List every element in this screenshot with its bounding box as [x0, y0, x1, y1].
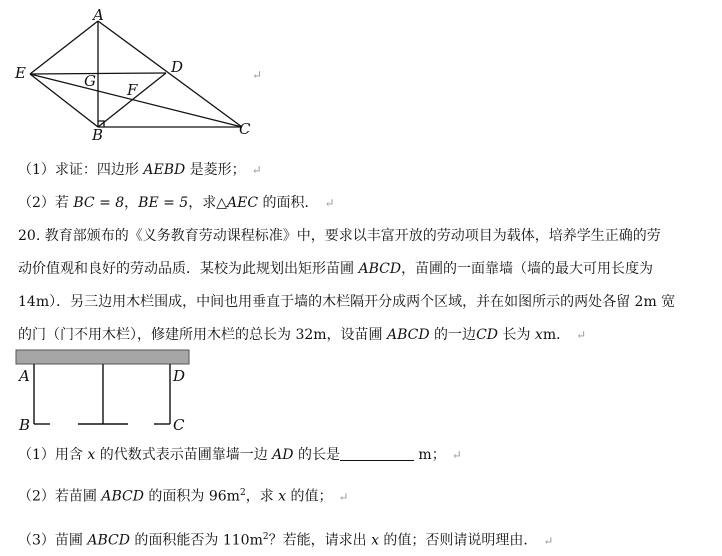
q19-part1: （1）求证：四边形 AEBD 是菱形； ↵: [18, 162, 262, 178]
answer-blank[interactable]: [340, 446, 414, 461]
q20-line4: 的门（门不用木栏），修建所用木栏的总长为 32m，设苗圃 ABCD 的一边CD 长为 xm． ↵: [18, 327, 587, 343]
q20-line2: 动价值观和良好的劳动品质．某校为此规划出矩形苗圃 ABCD，苗圃的一面靠墙（墙的最大可用长度为: [18, 261, 654, 277]
geometry-figure: [0, 0, 280, 150]
fence-label-b: B: [19, 416, 31, 434]
q19-part2: （2）若 BC = 8，BE = 5，求△AEC 的面积． ↵: [18, 195, 335, 211]
q20-line3: 14m）．另三边用木栏围成，中间也用垂直于墙的木栏隔开分成两个区域，并在如图所示的两处各留 2m 宽: [18, 294, 676, 310]
point-label-e: E: [15, 64, 26, 82]
q20-part2: （2）若苗圃 ABCD 的面积为 $96m^2$，求 x 的值； ↵: [18, 488, 349, 505]
fence-label-a: A: [19, 367, 30, 385]
return-mark: ↵: [252, 68, 263, 82]
q20-part1: （1）用含 x 的代数式表示苗圃靠墙一边 AD 的长是 m； ↵: [18, 447, 462, 463]
point-label-c: C: [239, 120, 251, 138]
point-label-f: F: [127, 81, 138, 99]
point-label-g: G: [84, 72, 96, 90]
fence-label-d: D: [173, 367, 186, 385]
point-label-d: D: [171, 58, 184, 76]
fence-label-c: C: [173, 416, 185, 434]
point-label-a: A: [93, 6, 104, 24]
q20-part3: （3）苗圃 ABCD 的面积能否为 $110m^2$？若能，请求出 x 的值；否则请说明理由． ↵: [18, 532, 554, 549]
point-label-b: B: [92, 126, 104, 144]
q20-line1: 20. 教育部颁布的《义务教育劳动课程标准》中，要求以丰富开放的劳动项目为载体，培养学生正确的劳: [18, 228, 661, 244]
